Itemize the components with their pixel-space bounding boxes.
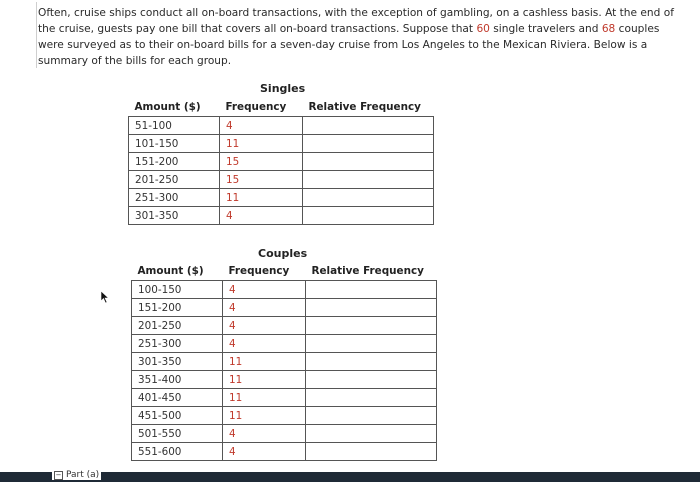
amount-cell: 51-100	[129, 117, 220, 135]
relative-frequency-input[interactable]	[303, 189, 434, 207]
couples-table-title: Couples	[258, 247, 308, 260]
header-frequency: Frequency	[228, 265, 290, 277]
relative-frequency-input[interactable]	[306, 425, 437, 443]
header-amount: Amount ($)	[134, 101, 201, 113]
table-row	[132, 299, 437, 317]
table-row	[132, 407, 437, 425]
table-row	[132, 335, 437, 353]
relative-frequency-input[interactable]	[306, 389, 437, 407]
amount-cell: 551-600	[132, 443, 223, 461]
collapse-icon[interactable]: −	[55, 470, 62, 479]
table-row	[129, 135, 434, 153]
part-a-label: Part (a)	[66, 470, 100, 480]
amount-cell: 251-300	[132, 335, 223, 353]
problem-text-1: Often, cruise ships conduct all on-board transactions, with the exception of gambling, on a cashless basis. At the end of the cruise, guests pay one bill that covers all on-board transactions. Suppose that	[38, 7, 674, 35]
relative-frequency-input[interactable]	[303, 207, 434, 225]
frequency-cell: 4	[223, 281, 306, 299]
relative-frequency-input[interactable]	[306, 281, 437, 299]
relative-frequency-input[interactable]	[303, 153, 434, 171]
amount-cell: 301-350	[129, 207, 220, 225]
relative-frequency-input[interactable]	[306, 407, 437, 425]
relative-frequency-input[interactable]	[306, 317, 437, 335]
table-row	[132, 317, 437, 335]
frequency-cell: 11	[223, 407, 306, 425]
relative-frequency-input[interactable]	[303, 135, 434, 153]
problem-text-3: couples were surveyed as to their on-board bills for a seven-day cruise from Los Angeles to the Mexican Riviera. Below is a summary of the bills for each group.	[38, 23, 660, 67]
amount-cell: 251-300	[129, 189, 220, 207]
header-relative-frequency: Relative Frequency	[308, 101, 421, 113]
table-row	[132, 281, 437, 299]
table-row	[132, 353, 437, 371]
frequency-cell: 4	[220, 207, 303, 225]
frequency-cell: 11	[220, 189, 303, 207]
frequency-cell: 4	[223, 443, 306, 461]
frequency-cell: 11	[223, 353, 306, 371]
frequency-cell: 11	[220, 135, 303, 153]
amount-cell: 151-200	[132, 299, 223, 317]
amount-cell: 101-150	[129, 135, 220, 153]
singles-table	[128, 98, 434, 225]
mouse-cursor-icon	[100, 290, 110, 304]
frequency-cell: 4	[223, 317, 306, 335]
table-row	[129, 207, 434, 225]
singles-table-title: Singles	[260, 82, 306, 95]
amount-cell: 351-400	[132, 371, 223, 389]
relative-frequency-input[interactable]	[306, 335, 437, 353]
frequency-cell: 15	[220, 153, 303, 171]
amount-cell: 201-250	[132, 317, 223, 335]
singles-count: 60	[476, 23, 490, 35]
amount-cell: 301-350	[132, 353, 223, 371]
table-row	[132, 371, 437, 389]
table-row	[129, 189, 434, 207]
part-a-toggle[interactable]	[52, 470, 101, 480]
frequency-cell: 4	[223, 299, 306, 317]
frequency-cell: 15	[220, 171, 303, 189]
frequency-cell: 4	[223, 425, 306, 443]
problem-statement	[38, 5, 688, 69]
table-row	[129, 153, 434, 171]
amount-cell: 151-200	[129, 153, 220, 171]
relative-frequency-input[interactable]	[306, 371, 437, 389]
header-frequency: Frequency	[225, 101, 287, 113]
amount-cell: 401-450	[132, 389, 223, 407]
frequency-cell: 4	[220, 117, 303, 135]
frequency-cell: 11	[223, 371, 306, 389]
singles-header-row	[129, 98, 434, 117]
frequency-cell: 4	[223, 335, 306, 353]
relative-frequency-input[interactable]	[306, 443, 437, 461]
relative-frequency-input[interactable]	[303, 117, 434, 135]
couples-header-row	[132, 262, 437, 281]
frequency-cell: 11	[223, 389, 306, 407]
amount-cell: 451-500	[132, 407, 223, 425]
table-row	[129, 117, 434, 135]
header-relative-frequency: Relative Frequency	[311, 265, 424, 277]
couples-count: 68	[601, 23, 616, 35]
relative-frequency-input[interactable]	[306, 353, 437, 371]
relative-frequency-input[interactable]	[303, 171, 434, 189]
amount-cell: 501-550	[132, 425, 223, 443]
header-amount: Amount ($)	[137, 265, 204, 277]
bottom-bar	[0, 472, 700, 482]
table-row	[132, 425, 437, 443]
amount-cell: 100-150	[132, 281, 223, 299]
problem-text-2: single travelers and	[489, 23, 602, 35]
table-row	[132, 443, 437, 461]
couples-table	[131, 262, 437, 461]
amount-cell: 201-250	[129, 171, 220, 189]
relative-frequency-input[interactable]	[306, 299, 437, 317]
table-row	[132, 389, 437, 407]
table-row	[129, 171, 434, 189]
